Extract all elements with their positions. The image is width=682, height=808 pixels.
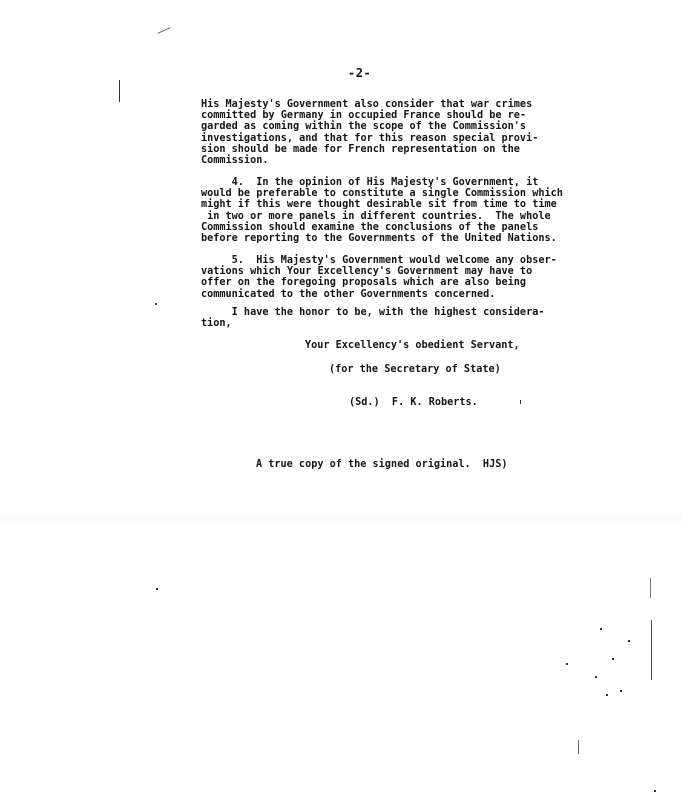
scan-mark: [155, 303, 157, 305]
paragraph-5-observations: 5. His Majesty's Government would welcome any obser- vations which Your Excellency's Government may have to offer on the foregoing proposals which are also being communicated to the other Governments concerned.: [201, 255, 557, 300]
scan-mark: [520, 400, 521, 404]
closing-signature: (Sd.) F. K. Roberts.: [349, 397, 478, 408]
scan-mark: [620, 690, 622, 692]
paragraph-4-single-commission: 4. In the opinion of His Majesty's Government, it would be preferable to constitute a single Commission which might if this were thought desirable sit from time to time in two or more panels in different countries. The whole Commission should examine the conclusions of the panels before reporting to the Governments of the United Nations.: [201, 177, 563, 245]
paragraph-war-crimes-france: His Majesty's Government also consider that war crimes committed by Germany in occupied France should be re- garded as coming within the scope of the Commission's investigations, and that for this reason special provi- sion should be made for French representation on the Commission.: [201, 99, 539, 167]
closing-for-secretary: (for the Secretary of State): [329, 364, 501, 375]
scan-mark: [595, 676, 597, 678]
scan-mark: [628, 640, 630, 642]
scan-mark: [612, 658, 614, 660]
page-number: -2-: [348, 66, 372, 80]
scan-mark: [600, 628, 602, 630]
scan-mark: [119, 80, 120, 102]
true-copy-note: A true copy of the signed original. HJS): [256, 459, 508, 470]
paragraph-honor: I have the honor to be, with the highest considera- tion,: [201, 307, 545, 330]
scan-mark: [654, 790, 656, 792]
scan-mark: [157, 27, 170, 34]
closing-salutation: Your Excellency's obedient Servant,: [305, 340, 520, 351]
scan-fold-band: [0, 510, 682, 526]
scan-mark: [578, 740, 579, 754]
scan-mark: [651, 620, 652, 680]
scan-mark: [566, 663, 568, 665]
scan-mark: [606, 694, 608, 696]
scan-mark: [156, 588, 158, 590]
scan-mark: [650, 578, 651, 598]
